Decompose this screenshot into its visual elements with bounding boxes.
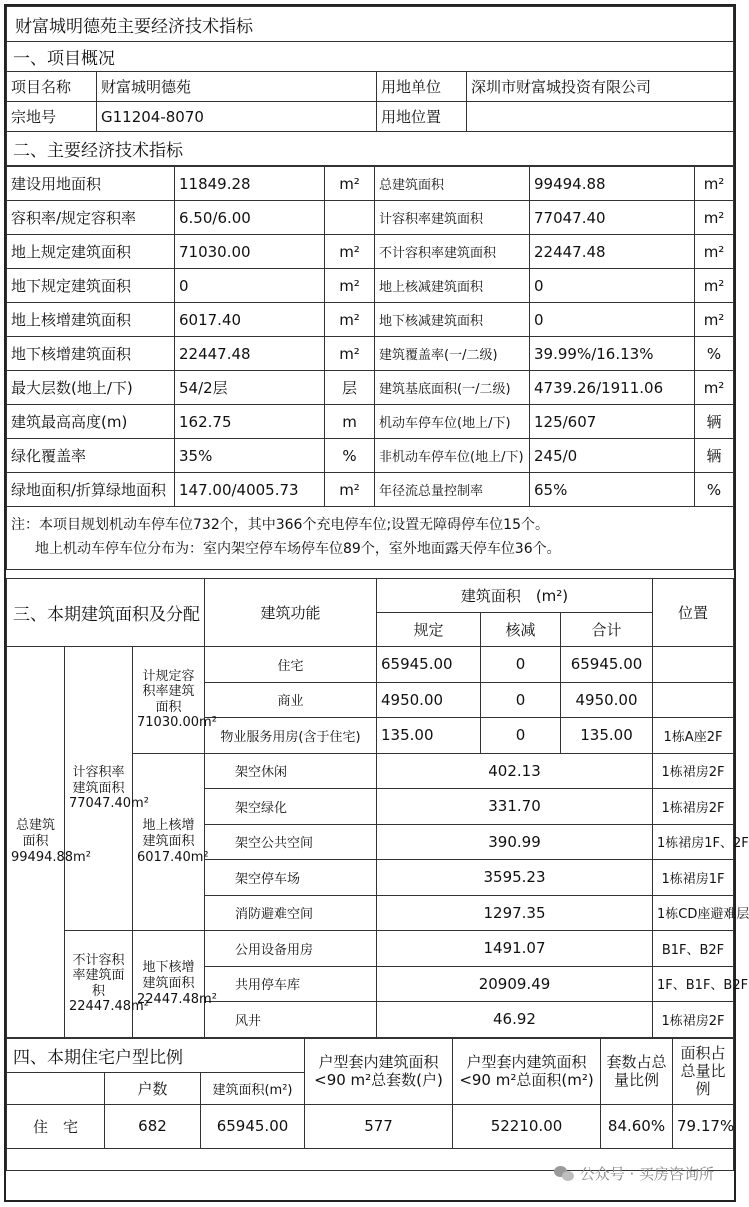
indicator-row [7, 235, 734, 269]
indicator-unit-right: m² [695, 371, 734, 405]
indicator-row [7, 439, 734, 473]
unit-ratio-table [6, 1038, 734, 1171]
indicator-label-right: 地上核减建筑面积 [375, 269, 530, 303]
indicator-value-left: 11849.28 [175, 167, 325, 201]
indicator-unit-right: m² [695, 167, 734, 201]
project-overview-table [6, 6, 734, 166]
area-distribution-table [6, 578, 749, 1038]
indicator-unit-left: m² [325, 473, 375, 507]
building-function-header: 建筑功能 [205, 579, 377, 647]
function-name: 公用设备用房 [205, 931, 377, 967]
indicator-value-right: 125/607 [530, 405, 695, 439]
indicator-label-left: 地下核增建筑面积 [7, 337, 175, 371]
count-value: 577 [305, 1104, 453, 1148]
indicator-unit-right: % [695, 473, 734, 507]
project-name-label: 项目名称 [7, 72, 97, 102]
indicator-value-left: 162.75 [175, 405, 325, 439]
blank-cell [7, 1072, 105, 1104]
position-value: B1F、B2F [653, 931, 734, 967]
indicator-value-right: 4739.26/1911.06 [530, 371, 695, 405]
indicator-unit-right: m² [695, 303, 734, 337]
indicator-unit-left: 层 [325, 371, 375, 405]
indicator-label-left: 容积率/规定容积率 [7, 201, 175, 235]
position-value: 1栋裙房1F [653, 860, 734, 896]
counted-area-label: 计容积率建筑面积77047.40m² [65, 647, 133, 931]
indicator-unit-left [325, 201, 375, 235]
indicator-label-left: 地下规定建筑面积 [7, 269, 175, 303]
indicator-row [7, 303, 734, 337]
indicator-row [7, 473, 734, 507]
heji-value: 4950.00 [561, 682, 653, 718]
indicator-label-right: 不计容积率建筑面积 [375, 235, 530, 269]
indicator-value-right: 39.99%/16.13% [530, 337, 695, 371]
position-value [653, 647, 734, 683]
sum-area-value: 52210.00 [453, 1104, 601, 1148]
indicator-label-left: 最大层数(地上/下) [7, 371, 175, 405]
position-header: 位置 [653, 579, 734, 647]
position-value: 1F、B1F、B2F [653, 966, 734, 1002]
function-name: 住宅 [205, 647, 377, 683]
indicators-table [6, 166, 734, 570]
guiding-value: 65945.00 [377, 647, 481, 683]
building-area-header: 建筑面积(m²) [201, 1072, 305, 1104]
sub-header-guiding: 规定 [377, 613, 481, 647]
section-1-heading: 一、项目概况 [7, 42, 734, 72]
function-name: 消防避难空间 [205, 895, 377, 931]
position-value [653, 682, 734, 718]
indicator-value-left: 54/2层 [175, 371, 325, 405]
indicator-value-left: 0 [175, 269, 325, 303]
position-value: 1栋裙房2F [653, 1002, 734, 1038]
indicator-unit-right: % [695, 337, 734, 371]
indicator-label-right: 计容积率建筑面积 [375, 201, 530, 235]
indicator-label-left: 地上规定建筑面积 [7, 235, 175, 269]
residential-row-label: 住 宅 [7, 1104, 105, 1148]
indicator-label-right: 机动车停车位(地上/下) [375, 405, 530, 439]
function-name: 架空绿化 [205, 789, 377, 825]
indicator-unit-right: m² [695, 269, 734, 303]
plot-number-label: 宗地号 [7, 102, 97, 132]
area-value: 402.13 [377, 753, 653, 789]
indicator-value-left: 6.50/6.00 [175, 201, 325, 235]
hejian-value: 0 [481, 682, 561, 718]
indicator-row [7, 167, 734, 201]
parking-note-line-1: 注：本项目规划机动车停车位732个，其中366个充电停车位;设置无障碍停车位15个。 [11, 517, 549, 534]
land-unit-label: 用地单位 [377, 72, 467, 102]
indicator-value-left: 147.00/4005.73 [175, 473, 325, 507]
indicator-label-left: 建设用地面积 [7, 167, 175, 201]
area-header: 建筑面积 (m²) [377, 579, 653, 613]
function-name: 架空休闲 [205, 753, 377, 789]
indicator-unit-left: m² [325, 269, 375, 303]
area-row [7, 647, 734, 683]
land-location-value [467, 102, 734, 132]
area-value: 3595.23 [377, 860, 653, 896]
area-value: 1491.07 [377, 931, 653, 967]
indicator-label-left: 绿化覆盖率 [7, 439, 175, 473]
count-header: 户型套内建筑面积<90 m²总套数(户) [305, 1038, 453, 1104]
count-ratio-header: 套数占总量比例 [601, 1038, 673, 1104]
area-value: 331.70 [377, 789, 653, 825]
land-unit-value: 深圳市财富城投资有限公司 [467, 72, 734, 102]
section-3-heading: 三、本期建筑面积及分配 [7, 579, 205, 647]
area-ratio-value: 79.17% [673, 1104, 734, 1148]
indicator-unit-right: 辆 [695, 405, 734, 439]
indicator-unit-right: 辆 [695, 439, 734, 473]
heji-value: 135.00 [561, 718, 653, 754]
watermark-text: 公众号 · 买房咨询所 [579, 1165, 714, 1183]
sum-area-header: 户型套内建筑面积<90 m²总面积(m²) [453, 1038, 601, 1104]
indicator-unit-left: m [325, 405, 375, 439]
building-area-value: 65945.00 [201, 1104, 305, 1148]
heji-value: 65945.00 [561, 647, 653, 683]
indicator-label-right: 建筑覆盖率(一/二级) [375, 337, 530, 371]
parking-note [7, 507, 734, 570]
uncounted-area-label: 不计容积率建筑面积22447.48m² [65, 931, 133, 1038]
area-value: 1297.35 [377, 895, 653, 931]
section-2-heading: 二、主要经济技术指标 [7, 132, 734, 166]
function-name: 风井 [205, 1002, 377, 1038]
indicator-value-right: 0 [530, 303, 695, 337]
position-value: 1栋裙房2F [653, 789, 734, 825]
wechat-icon [554, 1166, 574, 1182]
indicator-row [7, 371, 734, 405]
indicator-value-right: 99494.88 [530, 167, 695, 201]
indicator-unit-left: m² [325, 235, 375, 269]
indicator-unit-right: m² [695, 201, 734, 235]
area-value: 20909.49 [377, 966, 653, 1002]
households-header: 户数 [105, 1072, 201, 1104]
indicator-value-right: 77047.40 [530, 201, 695, 235]
sub-header-hejian: 核减 [481, 613, 561, 647]
watermark [554, 1163, 714, 1184]
indicator-value-right: 0 [530, 269, 695, 303]
indicator-value-right: 65% [530, 473, 695, 507]
indicator-sheet [4, 4, 749, 1202]
guiding-value: 4950.00 [377, 682, 481, 718]
position-value: 1栋CD座避难层 [653, 895, 734, 931]
function-name: 商业 [205, 682, 377, 718]
indicator-row [7, 201, 734, 235]
indicator-value-left: 6017.40 [175, 303, 325, 337]
count-ratio-value: 84.60% [601, 1104, 673, 1148]
guiding-area-label: 计规定容积率建筑面积71030.00m² [133, 647, 205, 754]
area-ratio-header: 面积占总量比例 [673, 1038, 734, 1104]
indicator-value-left: 71030.00 [175, 235, 325, 269]
indicator-label-right: 地下核减建筑面积 [375, 303, 530, 337]
sub-header-heji: 合计 [561, 613, 653, 647]
function-name: 物业服务用房(含于住宅) [205, 718, 377, 754]
indicator-value-left: 35% [175, 439, 325, 473]
position-value: 1栋裙房1F、2F [653, 824, 734, 860]
indicator-value-right: 22447.48 [530, 235, 695, 269]
plot-number-value: G11204-8070 [97, 102, 377, 132]
parking-note-line-2: 地上机动车停车位分布为：室内架空停车场停车位89个，室外地面露天停车位36个。 [35, 541, 561, 557]
function-name: 架空公共空间 [205, 824, 377, 860]
indicator-unit-left: m² [325, 303, 375, 337]
project-name-value: 财富城明德苑 [97, 72, 377, 102]
hejian-value: 0 [481, 718, 561, 754]
area-value: 46.92 [377, 1002, 653, 1038]
position-value: 1栋裙房2F [653, 753, 734, 789]
indicator-unit-right: m² [695, 235, 734, 269]
indicator-label-left: 建筑最高高度(m) [7, 405, 175, 439]
indicator-unit-left: m² [325, 167, 375, 201]
increase-area-label: 地上核增建筑面积6017.40m² [133, 753, 205, 931]
indicator-label-left: 绿地面积/折算绿地面积 [7, 473, 175, 507]
households-value: 682 [105, 1104, 201, 1148]
land-location-label: 用地位置 [377, 102, 467, 132]
underground-area-label: 地下核增建筑面积22447.48m² [133, 931, 205, 1038]
function-name: 共用停车库 [205, 966, 377, 1002]
function-name: 架空停车场 [205, 860, 377, 896]
indicator-label-right: 建筑基底面积(一/二级) [375, 371, 530, 405]
indicator-unit-left: % [325, 439, 375, 473]
hejian-value: 0 [481, 647, 561, 683]
indicator-row [7, 405, 734, 439]
indicator-label-right: 非机动车停车位(地上/下) [375, 439, 530, 473]
indicator-label-left: 地上核增建筑面积 [7, 303, 175, 337]
area-value: 390.99 [377, 824, 653, 860]
section-4-heading: 四、本期住宅户型比例 [7, 1038, 305, 1072]
page-title: 财富城明德苑主要经济技术指标 [7, 7, 734, 42]
indicator-unit-left: m² [325, 337, 375, 371]
guiding-value: 135.00 [377, 718, 481, 754]
indicator-label-right: 总建筑面积 [375, 167, 530, 201]
indicator-row [7, 337, 734, 371]
area-row [7, 931, 734, 967]
indicator-value-left: 22447.48 [175, 337, 325, 371]
indicator-row [7, 269, 734, 303]
indicator-label-right: 年径流总量控制率 [375, 473, 530, 507]
position-value: 1栋A座2F [653, 718, 734, 754]
indicator-value-right: 245/0 [530, 439, 695, 473]
total-area-label: 总建筑面积99494.88m² [7, 647, 65, 1038]
